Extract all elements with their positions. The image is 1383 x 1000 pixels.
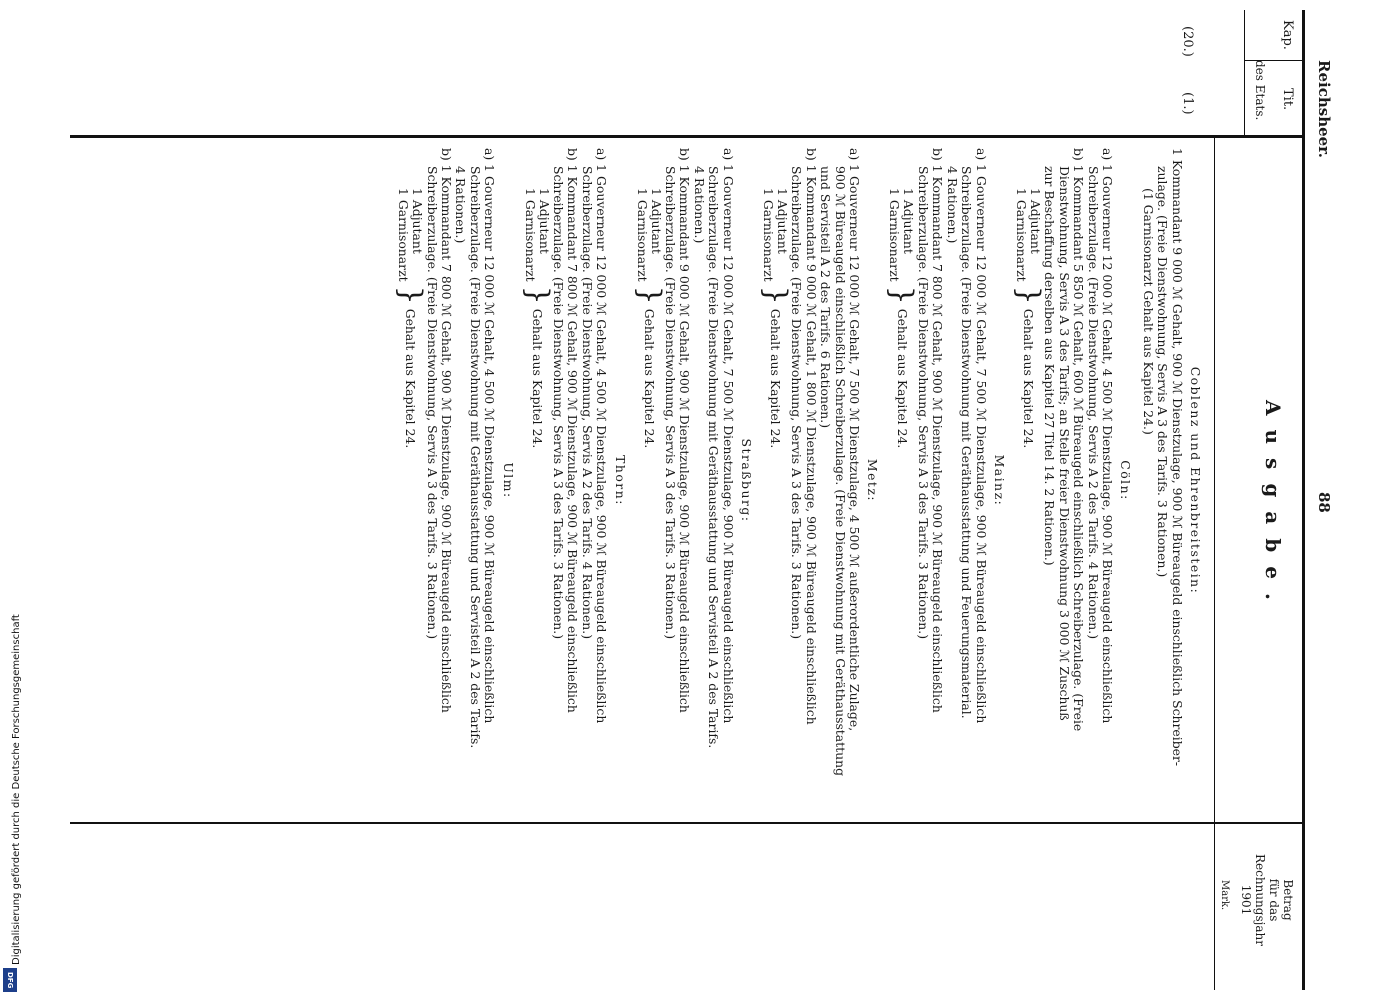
text-line: Schreiberzulage. (Freie Dienstwohnung mit Geräthausstattung und Servisteil A 2 des Tarifs.	[706, 166, 722, 749]
text-line: Schreiberzulage. (Freie Dienstwohnung, Servis A 3 des Tarifs. 3 Rationen.)	[551, 166, 566, 640]
betrag-line: 1901	[1239, 884, 1253, 916]
text-line: b) 1 Kommandant 9 000 ℳ Gehalt, 900 ℳ Dienstzulage, 900 ℳ Büreaugeld einschließlich	[677, 148, 693, 713]
text-line: a) 1 Gouverneur 12 000 ℳ Gehalt, 4 500 ℳ Dienstzulage, 900 ℳ Büreaugeld einschließlich	[594, 148, 610, 724]
brace-item: 1 Garnisonarzt	[396, 188, 412, 282]
brace-group	[884, 188, 920, 813]
betrag-line: für das	[1267, 878, 1281, 922]
brace-item: 1 Adjutant	[536, 188, 552, 254]
text-line: a) 1 Gouverneur 12 000 ℳ Gehalt, 7 500 ℳ Dienstzulage, 900 ℳ Büreaugeld einschließlich	[720, 148, 736, 724]
text-line: 900 ℳ Büreaugeld einschließlich Schreiberzulage. (Freie Dienstwohnung mit Geräthausstattung	[832, 166, 848, 777]
text-line: Schreiberzulage. (Freie Dienstwohnung, Servis A 3 des Tarifs. 3 Rationen.)	[789, 166, 805, 640]
text-line: b) 1 Kommandant 5 850 ℳ Gehalt, 600 ℳ Büreaugeld einschließlich Schreiberzulage. (Freie	[1071, 148, 1087, 732]
brace-item: 1 Adjutant	[901, 188, 917, 254]
brace-group	[519, 188, 555, 813]
betrag-header-rule	[1214, 825, 1215, 990]
text-line: Schreiberzulage. (Freie Dienstwohnung, Servis A 2 des Tarifs. 4 Rationen.)	[579, 166, 595, 640]
brace-text: Gehalt aus Kapitel 24.	[894, 308, 910, 449]
text-line: b) 1 Kommandant 7 800 ℳ Gehalt, 900 ℳ Dienstzulage, 900 ℳ Büreaugeld einschließlich	[565, 148, 581, 713]
brace-icon: }	[758, 285, 794, 305]
text-line: a) 1 Gouverneur 12 000 ℳ Gehalt, 4 500 ℳ Dienstzulage, 900 ℳ Büreaugeld einschließlich	[482, 148, 498, 724]
brace-icon: }	[519, 285, 555, 305]
section-heading: Mainz:	[991, 454, 1007, 507]
brace-item: 1 Garnisonarzt	[887, 188, 903, 282]
betrag-header	[1239, 825, 1295, 975]
section-heading: Thorn:	[612, 455, 628, 506]
brace-icon: }	[631, 285, 667, 305]
kap-header: Kap.	[1280, 20, 1295, 50]
brace-item: 1 Garnisonarzt	[522, 188, 538, 282]
brace-group	[631, 188, 667, 813]
betrag-line: Betrag	[1281, 879, 1295, 921]
text-line: (1 Garnisonarzt Gehalt aus Kapitel 24.)	[1140, 188, 1156, 435]
text-line: Schreiberzulage. (Freie Dienstwohnung, Servis A 3 des Tarifs. 3 Rationen.)	[424, 166, 440, 640]
brace-item: 1 Garnisonarzt	[1013, 188, 1029, 282]
betrag-line: Rechnungsjahr	[1253, 854, 1267, 946]
mark-header: Mark.	[1219, 880, 1230, 911]
section-heading: Ulm:	[500, 462, 516, 499]
digitization-text: Digitalisierung gefördert durch die Deutsche Forschungsgemeinschaft	[11, 614, 22, 965]
dfg-logo: DFG	[3, 968, 17, 992]
text-line: a) 1 Gouverneur 12 000 ℳ Gehalt, 7 500 ℳ Dienstzulage, 4 500 ℳ außerordentliche Zulage,	[847, 148, 863, 732]
text-line: Schreiberzulage. (Freie Dienstwohnung, Servis A 3 des Tarifs. 3 Rationen.)	[915, 166, 931, 640]
kap-header-rule	[1244, 10, 1245, 135]
page-title: Ausgabe.	[1261, 400, 1285, 614]
document-body	[393, 148, 1210, 813]
section-heading: Straßburg:	[739, 438, 755, 523]
header-rule	[1214, 135, 1215, 825]
text-line: Schreiberzulage. (Freie Dienstwohnung mit Geräthausstattung und Feuerungsmaterial.	[959, 166, 975, 719]
section-heading: Cöln:	[1118, 460, 1134, 501]
text-line: 1 Kommandant 9 000 ℳ Gehalt, 900 ℳ Dienstzulage, 900 ℳ Büreaugeld einschließlich Schreiber-	[1169, 148, 1185, 767]
brace-item: 1 Adjutant	[1027, 188, 1043, 254]
brace-item: 1 Adjutant	[648, 188, 664, 254]
brace-text: Gehalt aus Kapitel 24.	[529, 308, 545, 449]
section-heading: Metz:	[865, 458, 881, 503]
text-line: a) 1 Gouverneur 12 000 ℳ Gehalt, 7 500 ℳ Dienstzulage, 900 ℳ Büreaugeld einschließlich	[973, 148, 989, 724]
brace-item: 1 Adjutant	[775, 188, 791, 254]
brace-icon: }	[393, 285, 429, 305]
page-number: 88	[1315, 492, 1333, 513]
left-column-divider	[70, 135, 1305, 138]
text-line: 4 Rationen.)	[453, 166, 469, 244]
digitization-note	[0, 0, 22, 1000]
brace-icon: }	[884, 285, 920, 305]
text-line: zulage. (Freie Dienstwohnung, Servis A 3 des Tarifs. 3 Rationen.)	[1155, 166, 1171, 578]
top-rule	[1302, 10, 1305, 990]
brace-group	[393, 188, 429, 813]
brace-text: Gehalt aus Kapitel 24.	[403, 308, 419, 449]
brace-text: Gehalt aus Kapitel 24.	[641, 308, 657, 449]
text-line: b) 1 Kommandant 9 000 ℳ Gehalt, 1 800 ℳ Dienstzulage, 900 ℳ Büreaugeld einschließlich	[803, 148, 819, 725]
tit-value: (1.)	[1180, 92, 1195, 115]
text-line: a) 1 Gouverneur 12 000 ℳ Gehalt, 4 500 ℳ Dienstzulage, 900 ℳ Büreaugeld einschließlich	[1099, 148, 1115, 724]
text-line: zur Beschaffung derselben aus Kapitel 27 Titel 14. 2 Rationen.)	[1042, 166, 1058, 566]
running-head: Reichsheer.	[1315, 60, 1333, 158]
brace-group	[758, 188, 794, 813]
section-heading: Coblenz und Ehrenbreitstein:	[1188, 366, 1203, 595]
brace-text: Gehalt aus Kapitel 24.	[1021, 308, 1037, 449]
text-line: 4 Rationen.)	[944, 166, 960, 244]
text-line: Schreiberzulage. (Freie Dienstwohnung, Servis A 3 des Tarifs. 3 Rationen.)	[663, 166, 679, 640]
text-line: b) 1 Kommandant 7 800 ℳ Gehalt, 900 ℳ Dienstzulage, 900 ℳ Büreaugeld einschließlich	[930, 148, 946, 713]
text-line: Schreiberzulage. (Freie Dienstwohnung mit Geräthausstattung und Servisteil A 2 des Tarifs.	[467, 166, 483, 749]
brace-item: 1 Adjutant	[410, 188, 426, 254]
text-line: und Servisteil A 2 des Tarifs. 6 Rationen.)	[818, 166, 834, 429]
budget-page	[55, 0, 1345, 1000]
etats-header: des Etats.	[1253, 60, 1267, 121]
brace-item: 1 Garnisonarzt	[634, 188, 650, 282]
text-line: b) 1 Kommandant 7 800 ℳ Gehalt, 900 ℳ Dienstzulage, 900 ℳ Büreaugeld einschließlich	[438, 148, 454, 713]
brace-text: Gehalt aus Kapitel 24.	[768, 308, 784, 449]
brace-item: 1 Garnisonarzt	[761, 188, 777, 282]
tit-header: Tit.	[1280, 88, 1295, 111]
brace-group	[1010, 188, 1046, 813]
text-line: 4 Rationen.)	[691, 166, 707, 244]
text-line: Schreiberzulage. (Freie Dienstwohnung, Servis A 2 des Tarifs. 4 Rationen.)	[1085, 166, 1101, 640]
kap-value: (20.)	[1180, 26, 1195, 57]
text-line: Dienstwohnung, Servis A 3 des Tarifs; an Stelle freier Dienstwohnung 3 000 ℳ Zuschuß	[1056, 166, 1072, 721]
brace-icon: }	[1010, 285, 1046, 305]
right-column-divider	[70, 822, 1305, 824]
